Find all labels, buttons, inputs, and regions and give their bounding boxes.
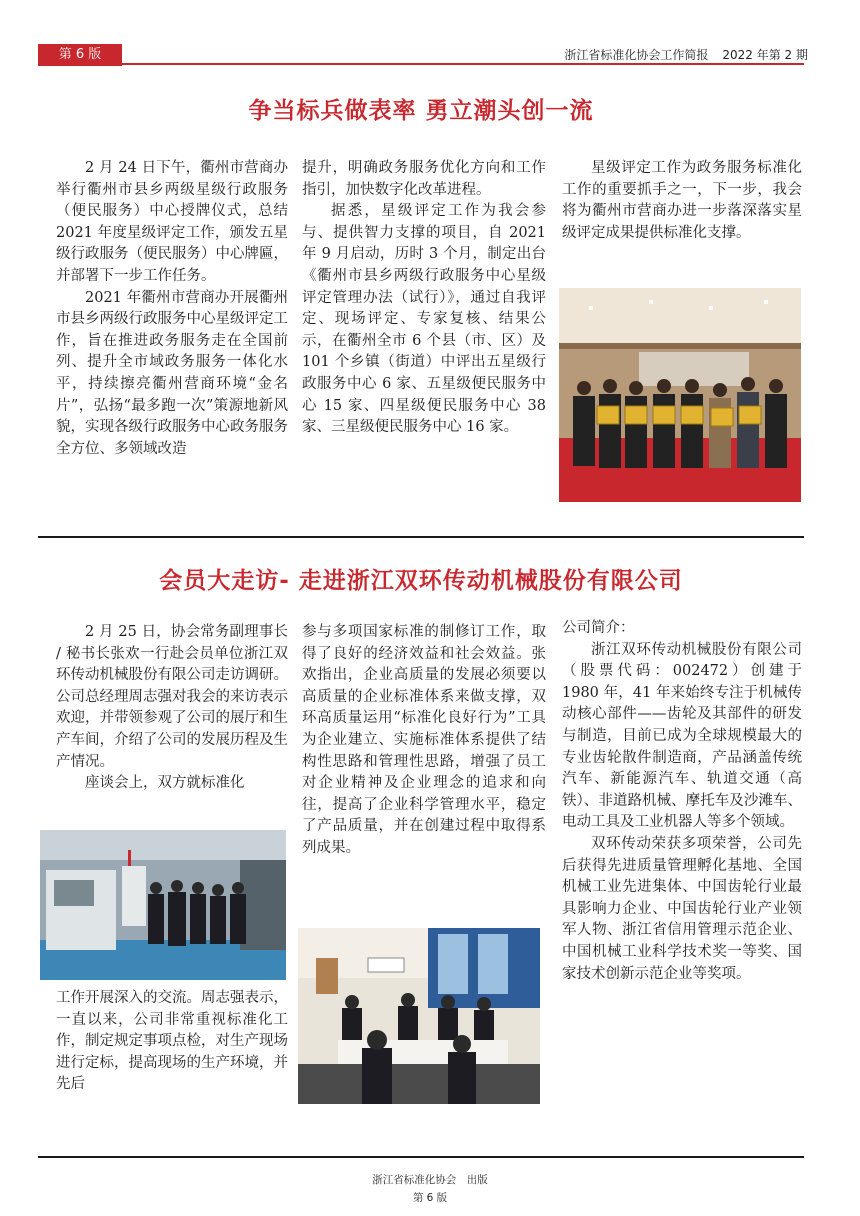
article2-paragraph: 双环传动荣获多项荣誉，公司先后获得先进质量管理孵化基地、全国机械工业先进集体、中国齿轮行业最具影响力企业、中国齿轮行业产业领军人物、浙江省信用管理示范企业、中国机械工业科学技术奖一等奖、国家技术创新示范企业等奖项。 bbox=[562, 835, 802, 982]
article1-column-3 bbox=[562, 158, 802, 244]
article-divider bbox=[38, 536, 804, 538]
article2-paragraph: 浙江双环传动机械股份有限公司（股票代码：002472）创建于 1980 年，41 年来始终专注于机械传动核心部件——齿轮及其部件的研发与制造，目前已成为全球规模最大的专业齿轮散件制造商，产品涵盖传统汽车、新能源汽车、轨道交通（高铁）、非道路机械、摩托车及沙滩车、电动工具及工业机器人等多个领域。 bbox=[562, 641, 802, 831]
article2-column-3 bbox=[562, 618, 802, 985]
header-rule bbox=[38, 63, 804, 65]
meeting-photo bbox=[298, 928, 540, 1104]
article1-paragraph: 据悉，星级评定工作为我会参与、提供智力支撑的项目，自 2021 年 9 月启动，历时 3 个月，制定出台《衢州市县乡两级行政服务中心星级评定管理办法（试行）》，通过自我评定、现场评定、专家复核、结果公示，在衢州全市 6 个县（市、区）及 101 个乡镇（街道）中评出五星级行政服务中心 6 家、五星级便民服务中心 15 家、四星级便民服务中心 38 家、三星级便民服务中心 16 家。 bbox=[302, 203, 546, 436]
article2-column-1-bottom bbox=[56, 988, 288, 1096]
article2-title: 会员大走访- 走进浙江双环传动机械股份有限公司 bbox=[159, 568, 683, 594]
article1-paragraph: 2 月 24 日下午，衢州市营商办举行衢州市县乡两级星级行政服务（便民服务）中心授牌仪式，总结 2021 年度星级评定工作，颁发五星级行政服务（便民服务）中心牌匾，并部署下一步工作任务。 bbox=[56, 160, 288, 284]
issue-label: 2022 年第 2 期 bbox=[722, 48, 808, 62]
factory-visit-photo bbox=[40, 830, 286, 980]
article2-paragraph: 参与多项国家标准的制修订工作，取得了良好的经济效益和社会效益。张欢指出，企业高质量的发展必须要以高质量的企业标准体系来做支撑，双环高质量运用“标准化良好行为”工具为企业建立、实施标准体系提供了结构性思路和管理性思路，增强了员工对企业精神及企业理念的追求和向往，提高了企业科学管理水平，稳定了产品质量，并在创建过程中取得系列成果。 bbox=[302, 624, 546, 856]
footer-divider bbox=[38, 1156, 804, 1158]
article2-paragraph: 工作开展深入的交流。周志强表示，一直以来，公司非常重视标准化工作，制定规定事项点检，对生产现场进行定标，提高现场的生产环境，并先后 bbox=[56, 990, 288, 1093]
article2-column-1-top bbox=[56, 622, 288, 795]
award-ceremony-photo bbox=[559, 288, 801, 502]
page-number-tag: 第 6 版 bbox=[38, 44, 122, 66]
publication-header bbox=[564, 46, 808, 63]
article1-column-2 bbox=[302, 158, 546, 439]
company-intro-heading: 公司简介： bbox=[562, 620, 635, 636]
article2-paragraph: 2 月 25 日，协会常务副理事长 / 秘书长张欢一行赴会员单位浙江双环传动机械股份有限公司走访调研。公司总经理周志强对我会的来访表示欢迎，并带领参观了公司的展厅和生产车间，介绍了公司的发展历程及生产情况。 bbox=[56, 624, 288, 770]
article2-column-2 bbox=[302, 622, 546, 860]
article1-paragraph: 提升，明确政务服务优化方向和工作指引，加快数字化改革进程。 bbox=[302, 160, 546, 198]
footer-page-number: 第 6 版 bbox=[412, 1192, 448, 1204]
article2-paragraph: 座谈会上，双方就标准化 bbox=[85, 775, 245, 792]
article1-title: 争当标兵做表率 勇立潮头创一流 bbox=[248, 98, 594, 124]
article1-paragraph: 星级评定工作为政务服务标准化工作的重要抓手之一，下一步，我会将为衢州市营商办进一步落深落实星级评定成果提供标准化支撑。 bbox=[562, 160, 802, 241]
article1-paragraph: 2021 年衢州市营商办开展衢州市县乡两级行政服务中心星级评定工作，旨在推进政务服务走在全国前列、提升全市域政务服务一体化水平，持续擦亮衢州营商环境“金名片”，弘扬“最多跑一次”策源地新风貌，实现各级行政服务中心政务服务全方位、多领域改造 bbox=[56, 289, 288, 457]
footer-publisher: 浙江省标准化协会 出版 bbox=[372, 1174, 488, 1186]
publication-name: 浙江省标准化协会工作简报 bbox=[564, 48, 709, 62]
article1-column-1 bbox=[56, 158, 288, 460]
